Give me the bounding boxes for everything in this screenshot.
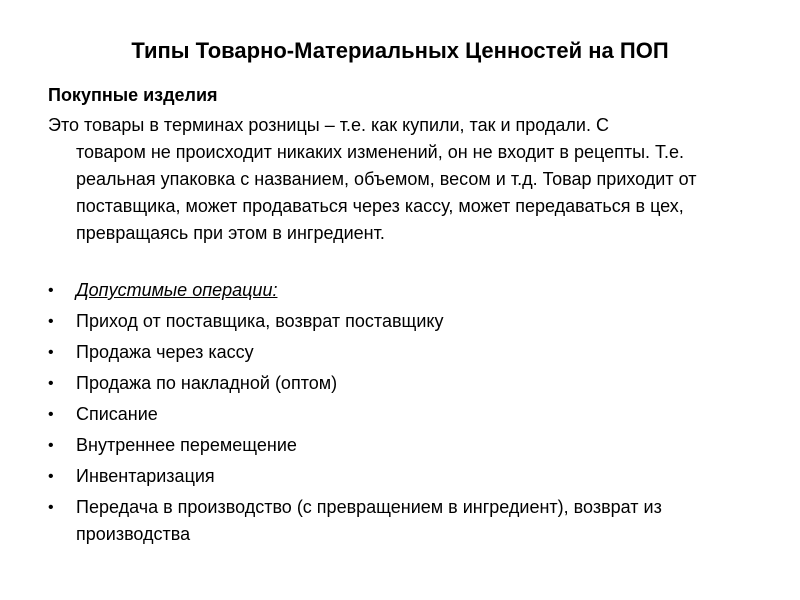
list-item-text: Внутреннее перемещение bbox=[76, 435, 297, 455]
list-item bbox=[48, 432, 768, 459]
slide-title: Типы Товарно-Материальных Ценностей на ПОП bbox=[131, 38, 669, 63]
list-item bbox=[48, 463, 768, 490]
section-heading: Покупные изделия bbox=[48, 85, 218, 105]
list-item bbox=[48, 339, 768, 366]
bullet-icon: • bbox=[48, 499, 54, 516]
intro-paragraph bbox=[48, 112, 768, 247]
list-item-text: Передача в производство (с превращением в ингредиент), возврат из производства bbox=[76, 497, 662, 544]
bullet-icon: • bbox=[48, 437, 54, 454]
list-item-text: Списание bbox=[76, 404, 158, 424]
list-item-text: Приход от поставщика, возврат поставщику bbox=[76, 311, 444, 331]
list-item-text: Инвентаризация bbox=[76, 466, 215, 486]
list-item bbox=[48, 494, 768, 548]
list-item-operations-heading bbox=[48, 277, 768, 304]
list-item-text: Продажа через кассу bbox=[76, 342, 254, 362]
operations-list bbox=[48, 277, 768, 552]
bullet-icon: • bbox=[48, 344, 54, 361]
list-item bbox=[48, 308, 768, 335]
intro-rest: товаром не происходит никаких изменений, он не входит в рецепты. Т.е. реальная упаковка с названием, объемом, весом и т.д. Товар приходит от поставщика, может продаваться через кассу, может передаваться в цех, превращаясь при этом в ингредиент. bbox=[76, 142, 697, 243]
list-item-text: Продажа по накладной (оптом) bbox=[76, 373, 338, 393]
bullet-icon: • bbox=[48, 406, 54, 423]
list-item bbox=[48, 370, 768, 397]
bullet-icon: • bbox=[48, 375, 54, 392]
bullet-icon: • bbox=[48, 313, 54, 330]
list-item-text: Допустимые операции: bbox=[76, 280, 278, 300]
list-item bbox=[48, 401, 768, 428]
bullet-icon: • bbox=[48, 282, 54, 299]
bullet-icon: • bbox=[48, 468, 54, 485]
intro-first-line: Это товары в терминах розницы – т.е. как купили, так и продали. С bbox=[48, 115, 609, 135]
